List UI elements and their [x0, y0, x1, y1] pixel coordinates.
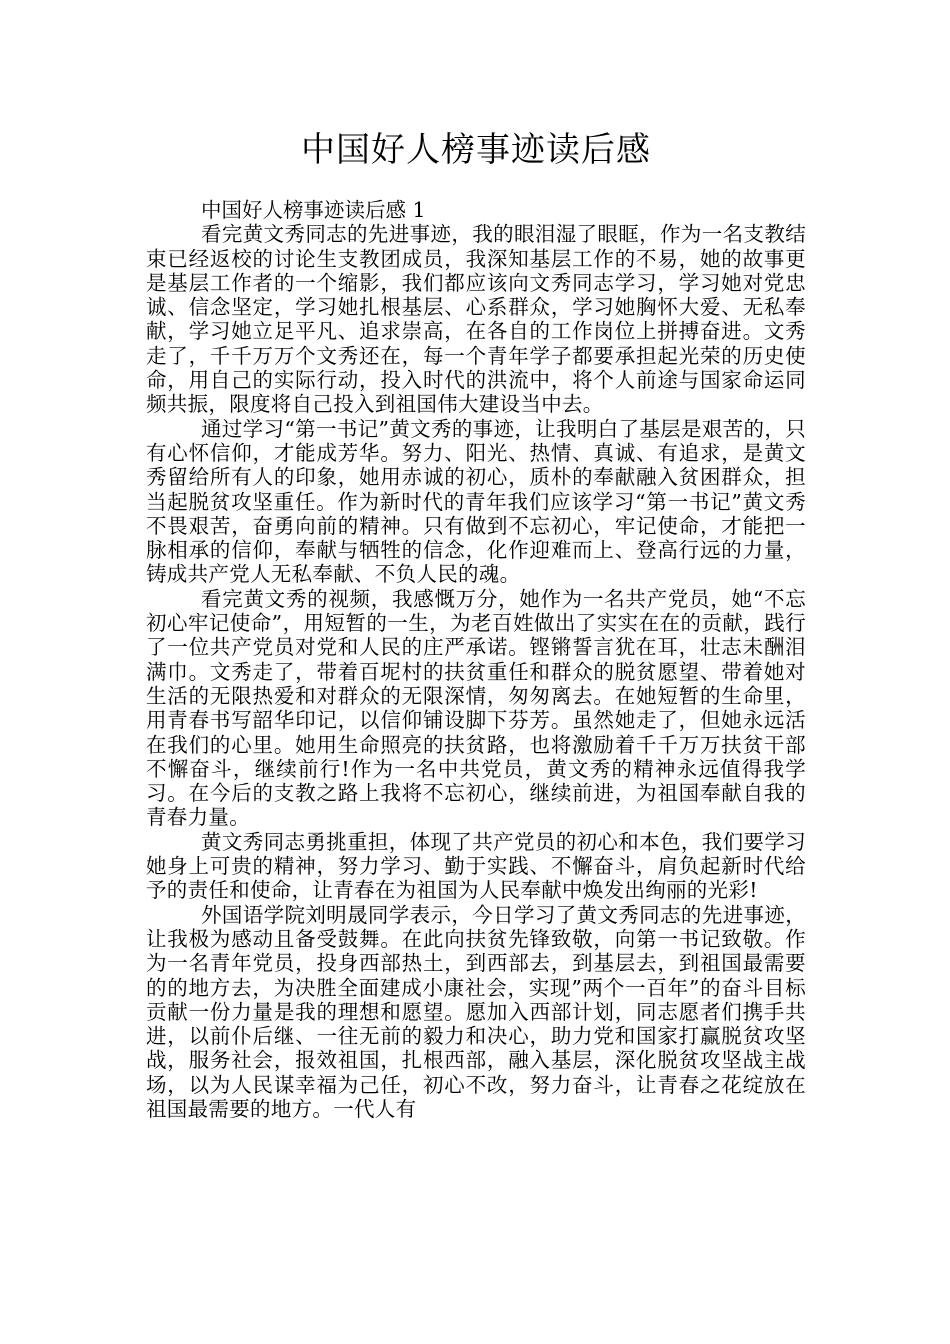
document-page [146, 128, 806, 1121]
section-subtitle: 中国好人榜事迹读后感 1 [201, 198, 426, 222]
paragraph-5: 外国语学院刘明晟同学表示，今日学习了黄文秀同志的先进事迹，让我极为感动且备受鼓舞。在此向扶贫先锋致敬，向第一书记致敬。作为一名青年党员，投身西部热土，到西部去，到基层去，到祖国最需要的的地方去，为决胜全面建成小康社会，实现”两个一百年”的奋斗目标贡献一份力量是我的理想和愿望。愿加入西部计划，同志愿者们携手共进，以前仆后继、一往无前的毅力和决心，助力党和国家打赢脱贫攻坚战，服务社会，报效祖国，扎根西部，融入基层，深化脱贫攻坚战主战场，以为人民谋幸福为己任，初心不改，努力奋斗，让青春之花绽放在祖国最需要的地方。一代人有 [146, 902, 806, 1121]
paragraph-4: 黄文秀同志勇挑重担，体现了共产党员的初心和本色，我们要学习她身上可贵的精神，努力学习、勤于实践、不懈奋斗，肩负起新时代给予的责任和使命，让青春在为祖国为人民奉献中焕发出绚丽的光彩! [146, 829, 806, 903]
paragraph-2: 通过学习“第一书记”黄文秀的事迹，让我明白了基层是艰苦的，只有心怀信仰，才能成芳华。努力、阳光、热情、真诚、有追求，是黄文秀留给所有人的印象，她用赤诚的初心，质朴的奉献融入贫困群众，担当起脱贫攻坚重任。作为新时代的青年我们应该学习“第一书记”黄文秀不畏艰苦，奋勇向前的精神。只有做到不忘初心，牢记使命，才能把一脉相承的信仰，奉献与牺牲的信念，化作迎难而上、登高行远的力量，铸成共产党人无私奉献、不负人民的魂。 [146, 416, 806, 587]
page-title: 中国好人榜事迹读后感 [301, 130, 651, 170]
paragraph-3: 看完黄文秀的视频，我感慨万分，她作为一名共产党员，她“不忘初心牢记使命”，用短暂的一生，为老百姓做出了实实在在的贡献，践行了一位共产党员对党和人民的庄严承诺。铿锵誓言犹在耳，壮志未酬泪满巾。文秀走了，带着百坭村的扶贫重任和群众的脱贫愿望、带着她对生活的无限热爱和对群众的无限深情，匆匆离去。在她短暂的生命里，用青春书写韶华印记，以信仰铺设脚下芬芳。虽然她走了，但她永远活在我们的心里。她用生命照亮的扶贫路，也将激励着千千万万扶贫干部不懈奋斗，继续前行!作为一名中共党员，黄文秀的精神永远值得我学习。在今后的支教之路上我将不忘初心，继续前进，为祖国奉献自我的青春力量。 [146, 586, 806, 830]
paragraph-1: 看完黄文秀同志的先进事迹，我的眼泪湿了眼眶，作为一名支教结束已经返校的讨论生支教团成员，我深知基层工作的不易，她的故事更是基层工作者的一个缩影，我们都应该向文秀同志学习，学习她对党忠诚、信念坚定，学习她扎根基层、心系群众，学习她胸怀大爱、无私奉献，学习她立足平凡、追求崇高，在各自的工作岗位上拼搏奋进。文秀走了，千千万万个文秀还在，每一个青年学子都要承担起光荣的历史使命，用自己的实际行动，投入时代的洪流中，将个人前途与国家命运同频共振，限度将自己投入到祖国伟大建设当中去。 [146, 222, 806, 417]
